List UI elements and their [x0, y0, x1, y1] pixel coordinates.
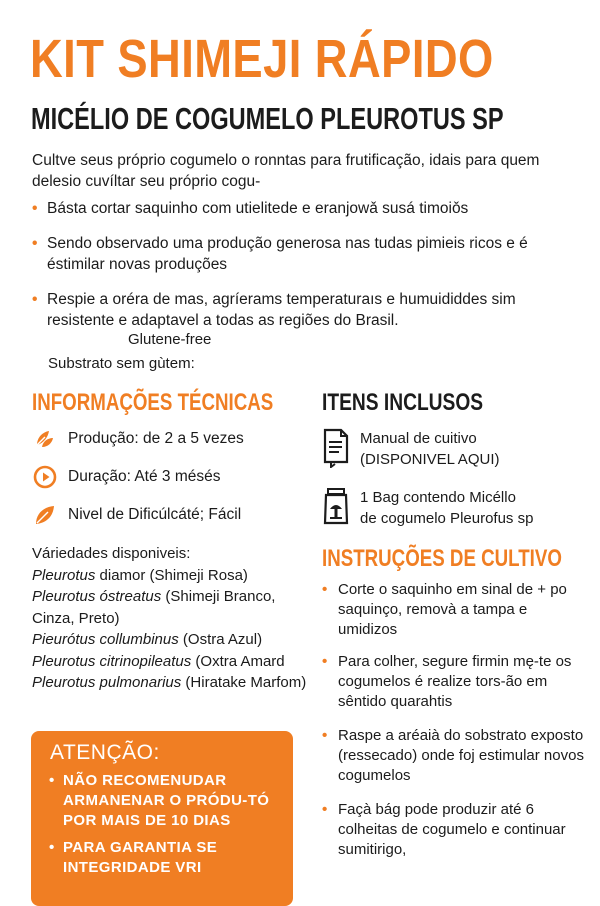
leaf-icon	[33, 503, 57, 527]
list-item	[49, 838, 285, 878]
variety-species: Pleurotus citrinopileatus	[32, 652, 192, 670]
varieties-list	[32, 543, 307, 694]
included-manual-line1: Manual de cuitivo	[360, 430, 477, 447]
clock-icon	[33, 465, 57, 489]
feature-list	[32, 198, 580, 331]
product-subtitle: MICÉLIO DE COGUMELO PLEUROTUS SP	[31, 101, 504, 136]
variety-species: Pleurotus óstreatus	[32, 588, 162, 605]
variety-common-name: (Ostra Azul)	[178, 631, 263, 648]
variety-common-name: (Shimeji Branco, Cinza, Preto)	[32, 588, 276, 627]
list-item-text: Sendo observado uma produção generosa nas tudas pimieis ricos e é éstimilar novas produções	[47, 235, 528, 273]
variety-species: Pieurótus collumbinus	[32, 631, 179, 648]
document-icon	[322, 428, 350, 468]
varieties-heading: Váriedades disponiveis:	[32, 545, 191, 562]
list-item	[322, 580, 584, 640]
included-bag-text	[360, 487, 533, 529]
cultivation-steps	[322, 580, 584, 860]
bullet-dot: •	[49, 772, 55, 789]
info-difficulty-text: Nivel de Dificúlcáté; Fácil	[68, 506, 242, 523]
intro-paragraph: Cultve seus próprio cogumelo o ronntas para frutificação, idais para quem delesio cuvíltar seu próprio cogu-	[32, 152, 540, 190]
variety-species: Pleurotus pulmonarius	[32, 674, 182, 691]
warning-title: ATENÇÃO:	[50, 741, 160, 764]
variety-common-name: (Hiratake Marfom)	[181, 674, 307, 691]
included-bag-line2: de cogumelo Pleurofus sp	[360, 510, 534, 527]
list-item	[322, 800, 584, 860]
included-bag-line1: 1 Bag contendo Micéllo	[360, 489, 516, 506]
step-text: Façà bág pode produzir até 6 colheitas de cogumelo e continuar sumitirigo,	[338, 801, 566, 858]
variety-item	[32, 565, 307, 587]
variety-item	[32, 672, 307, 694]
variety-item	[32, 629, 307, 651]
list-item	[322, 652, 584, 712]
bullet-dot: •	[322, 581, 328, 598]
bullet-dot: •	[322, 801, 328, 818]
info-duration-text: Duração: Até 3 mésés	[68, 468, 221, 485]
bullet-dot: •	[322, 653, 328, 670]
info-row-production	[33, 424, 303, 454]
included-manual-line2: (DISPONIVEL AQUI)	[360, 451, 500, 468]
warning-list	[49, 771, 285, 878]
list-item	[322, 726, 584, 786]
list-item-text: Básta cortar saquinho com utielitede e eranjowǎ susá timoiǒs	[47, 200, 469, 217]
included-item-manual	[322, 428, 582, 470]
grow-bag-icon	[322, 487, 350, 527]
bullet-dot: •	[322, 727, 328, 744]
warning-text: PARA GARANTIA SE INTEGRIDADE VRI	[63, 839, 218, 876]
variety-species: Pleurotus	[32, 566, 96, 584]
variety-item	[32, 651, 307, 673]
leaves-icon	[33, 427, 57, 451]
list-item	[49, 771, 285, 831]
list-item	[32, 233, 580, 275]
gluten-free-substrate-label: Substrato sem gùtem:	[48, 355, 195, 372]
bullet-dot: •	[49, 839, 55, 856]
bullet-dot: •	[32, 235, 38, 252]
bullet-dot: •	[32, 291, 38, 308]
step-text: Corte o saquinho em sinal de + po saquinço, removà a tampa e umidizos	[338, 581, 567, 638]
included-items-heading: ITENS INCLUSOS	[322, 389, 484, 416]
included-item-bag	[322, 487, 582, 529]
step-text: Para colher, segure firmin mę-te os cogumelos é realize tors-ão em sêntido quarahtis	[338, 653, 572, 710]
variety-item	[32, 586, 307, 629]
product-title: KIT SHIMEJI RÁPIDO	[30, 29, 494, 89]
info-production-text: Produção: de 2 a 5 vezes	[68, 430, 244, 447]
info-row-difficulty	[33, 500, 303, 530]
info-row-duration	[33, 462, 303, 492]
list-item	[32, 198, 580, 219]
warning-text: NÃO RECOMENUDAR ARMANENAR O PRÓDU-TÓ POR MAIS DE 10 DIAS	[63, 772, 270, 829]
list-item-text: Respie a oréra de mas, agríerams temperaturaıs e humuididdes sim resistente e adaptavel a todas as regiões do Brasil.	[47, 291, 516, 329]
gluten-free-label: Glutene-free	[128, 331, 212, 348]
step-text: Raspe a aréaià do sobstrato exposto (ressecado) onde foj estimular novos cogumelos	[338, 727, 584, 784]
bullet-dot: •	[32, 200, 38, 217]
variety-common-name: diamor (Shimeji Rosa)	[95, 566, 248, 584]
variety-common-name: (Oxtra Amard	[191, 652, 285, 670]
list-item	[32, 289, 580, 331]
warning-box	[31, 731, 293, 906]
cultivation-instructions-heading: INSTRUÇÕES DE CULTIVO	[322, 545, 562, 572]
included-manual-text	[360, 428, 499, 470]
technical-info-heading: INFORMAÇÕES TÉCNICAS	[32, 389, 274, 416]
